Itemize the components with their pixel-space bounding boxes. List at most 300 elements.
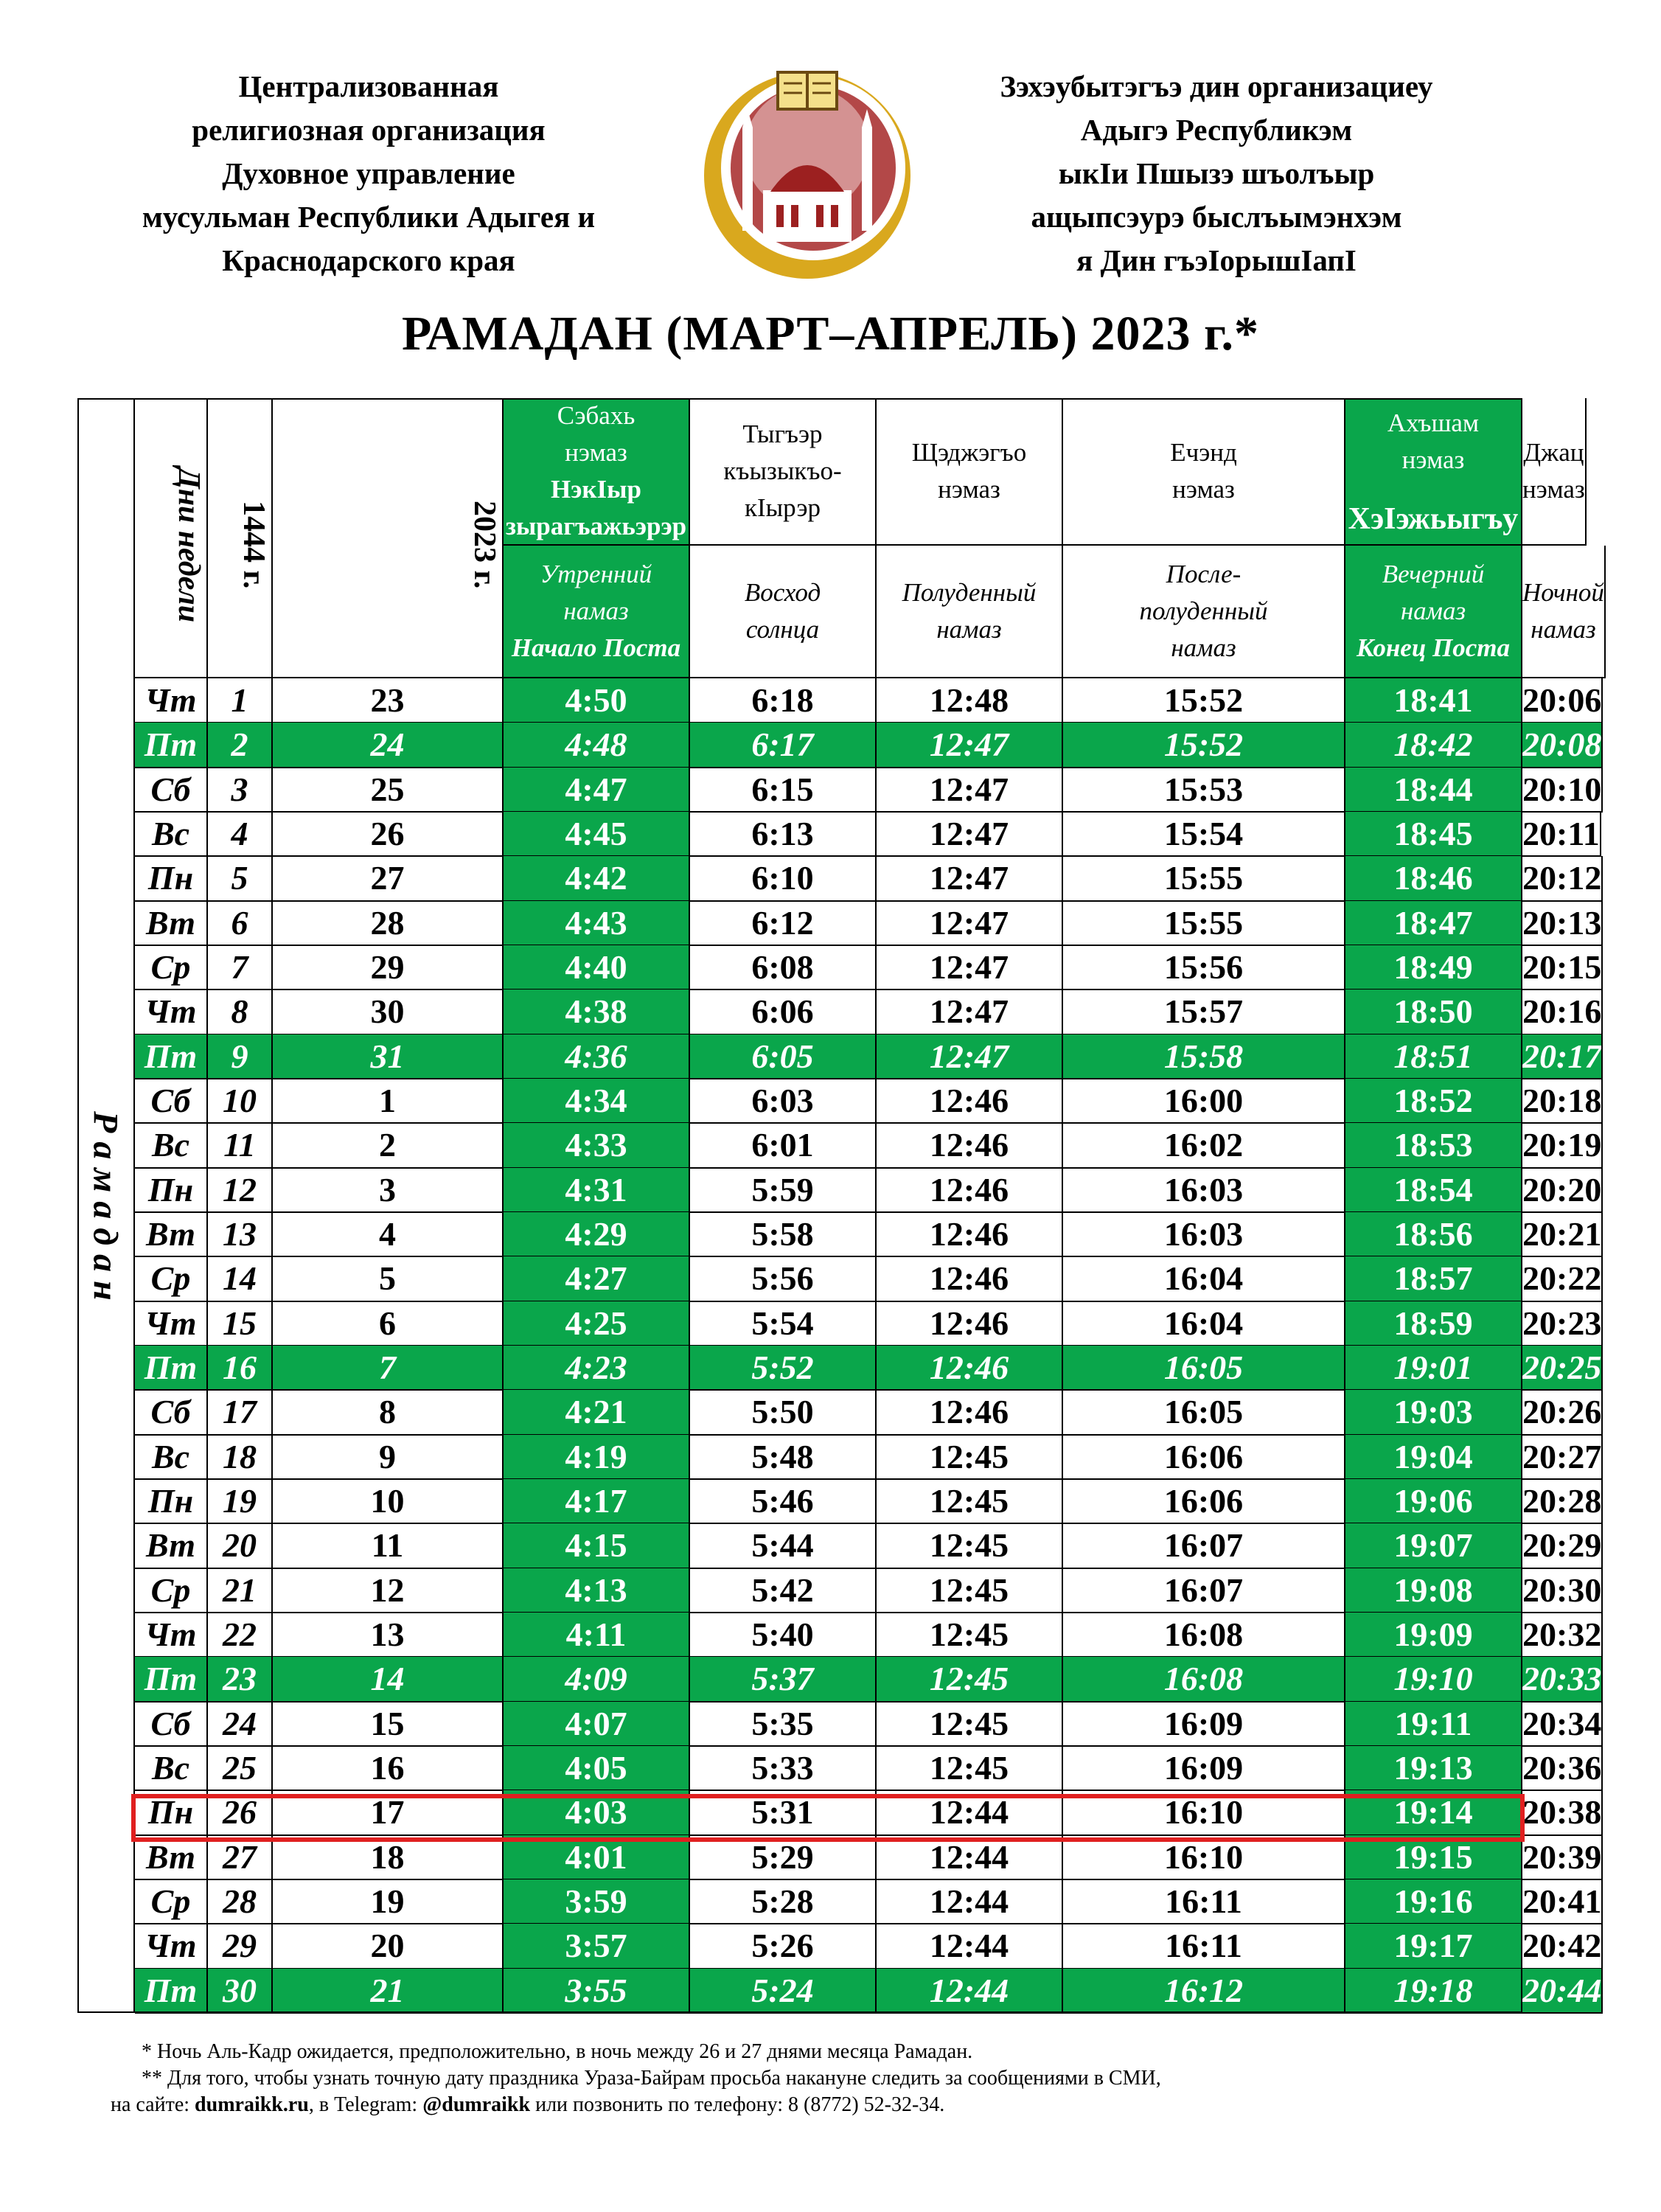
schedule-cell: Чт [135,1613,208,1658]
prayer-header-top-1 [690,398,877,546]
schedule-cell: Вт [135,1523,208,1568]
schedule-cell: 6:03 [690,1079,877,1124]
schedule-cell: 6:01 [690,1123,877,1168]
header-line: Тыгъэр [742,420,823,448]
schedule-cell: Чт [135,1301,208,1346]
mosque-logo [697,58,918,286]
schedule-cell: 16:03 [1063,1212,1345,1257]
schedule-cell: 21 [273,1969,504,2014]
schedule-cell: 12:44 [877,1969,1063,2014]
schedule-cell: 6:10 [690,856,877,901]
schedule-cell: 18:41 [1345,678,1522,723]
schedule-cell: 4:50 [504,678,690,723]
schedule-cell: 4:34 [504,1079,690,1124]
schedule-cell: Вс [135,1746,208,1791]
header-right [922,65,1511,282]
schedule-cell: 5:56 [690,1256,877,1301]
schedule-cell: 4:45 [504,812,690,857]
schedule-cell: 4 [208,812,273,857]
header-line: нэмаз [1401,445,1465,474]
schedule-cell: 20:17 [1522,1034,1603,1079]
header-line: солнца [745,615,820,644]
schedule-cell: Ср [135,1568,208,1613]
schedule-cell: 15:57 [1063,990,1345,1034]
schedule-cell: 15 [208,1301,273,1346]
schedule-cell: 23 [273,678,504,723]
header-line: НэкIыр [551,475,641,504]
schedule-cell: 12:47 [877,723,1063,768]
schedule-cell: Пт [135,1346,208,1391]
schedule-cell: 27 [208,1835,273,1880]
schedule-cell: 19:16 [1345,1879,1522,1924]
schedule-cell: 12:44 [877,1879,1063,1924]
schedule-cell: 13 [208,1212,273,1257]
header-right-line: ыкIи Пшызэ шъолъыр [1058,156,1375,190]
schedule-cell: 20:42 [1522,1924,1603,1969]
schedule-cell: 12:44 [877,1790,1063,1835]
schedule-cell: 6 [273,1301,504,1346]
schedule-cell: 5:29 [690,1835,877,1880]
header-line: Начало Поста [511,633,681,662]
schedule-cell: 3:57 [504,1924,690,1969]
schedule-cell: 17 [273,1790,504,1835]
schedule-cell: 4:13 [504,1568,690,1613]
schedule-cell: Ср [135,1879,208,1924]
schedule-cell: 18:53 [1345,1123,1522,1168]
schedule-cell: 5:50 [690,1390,877,1435]
schedule-cell: 5:46 [690,1479,877,1524]
schedule-cell: 19:04 [1345,1435,1522,1480]
schedule-cell: 11 [208,1123,273,1168]
schedule-cell: 4:48 [504,723,690,768]
schedule-cell: Сб [135,1079,208,1124]
schedule-cell: 18:44 [1345,768,1522,813]
schedule-cell: 19 [273,1879,504,1924]
schedule-cell: 12:44 [877,1924,1063,1969]
schedule-cell: 5:48 [690,1435,877,1480]
schedule-cell: Пн [135,1168,208,1213]
schedule-cell: 6:15 [690,768,877,813]
schedule-cell: 5:42 [690,1568,877,1613]
schedule-cell: 16:06 [1063,1479,1345,1524]
schedule-cell: Ср [135,945,208,990]
header-left-line: мусульман Республики Адыгея и [142,200,596,234]
schedule-cell: 4:38 [504,990,690,1034]
telegram-link[interactable]: @dumraikk [422,2093,531,2116]
schedule-cell: 20:11 [1522,812,1601,857]
schedule-cell: 19:09 [1345,1613,1522,1658]
schedule-cell: 6:13 [690,812,877,857]
schedule-cell: 6 [208,901,273,946]
schedule-cell: 4 [273,1212,504,1257]
schedule-cell: 20:44 [1522,1969,1603,2014]
schedule-cell: 12:44 [877,1835,1063,1880]
header-right-line: ащыпсэурэ быслъымэнхэм [1031,200,1402,234]
schedule-cell: 15 [273,1702,504,1747]
schedule-cell: Вт [135,901,208,946]
header-left [74,65,664,282]
header-line: нэмаз [565,438,627,467]
schedule-cell: 16:11 [1063,1924,1345,1969]
schedule-cell: 12 [273,1568,504,1613]
schedule-cell: Вт [135,1212,208,1257]
schedule-cell: 29 [273,945,504,990]
schedule-cell: 16:04 [1063,1256,1345,1301]
schedule-cell: 27 [273,856,504,901]
schedule-cell: 19:08 [1345,1568,1522,1613]
schedule-cell: 5:24 [690,1969,877,2014]
schedule-cell: 16:06 [1063,1435,1345,1480]
schedule-cell: Вт [135,1835,208,1880]
schedule-cell: 3 [273,1168,504,1213]
schedule-cell: 15:55 [1063,856,1345,901]
schedule-cell: 12:45 [877,1568,1063,1613]
schedule-cell: 12:46 [877,1079,1063,1124]
schedule-cell: 19 [208,1479,273,1524]
schedule-cell: 12:45 [877,1435,1063,1480]
schedule-cell: 16:10 [1063,1790,1345,1835]
schedule-cell: 15:53 [1063,768,1345,813]
footnote-3-suffix: или позвонить по телефону: 8 (8772) 52-32-34. [530,2093,945,2116]
footnote-1: * Ночь Аль-Кадр ожидается, предположительно, в ночь между 26 и 27 днями месяца Рамадан. [142,2040,973,2063]
header-line: кIырэр [744,493,821,522]
schedule-cell: 6:06 [690,990,877,1034]
schedule-cell: 16:07 [1063,1523,1345,1568]
schedule-cell: 16:02 [1063,1123,1345,1168]
schedule-cell: 20:06 [1522,678,1603,723]
schedule-cell: 5:33 [690,1746,877,1791]
schedule-cell: 18:57 [1345,1256,1522,1301]
schedule-cell: 16:07 [1063,1568,1345,1613]
header-line: къызыкъо- [723,456,842,485]
header-right-line: Адыгэ Республикэм [1080,113,1353,147]
header-line: Вечерний [1382,560,1485,588]
prayer-header-bottom-0 [504,546,690,678]
schedule-cell: 5:44 [690,1523,877,1568]
schedule-cell: 20:33 [1522,1657,1603,1702]
schedule-cell: 18:59 [1345,1301,1522,1346]
schedule-cell: 20 [208,1523,273,1568]
schedule-cell: 4:31 [504,1168,690,1213]
schedule-cell: 12:46 [877,1346,1063,1391]
schedule-cell: 20:28 [1522,1479,1603,1524]
prayer-header-bottom-4 [1345,546,1522,678]
footnote-3-mid: , в Telegram: [308,2093,423,2116]
schedule-cell: 14 [273,1657,504,1702]
schedule-cell: 2 [208,723,273,768]
footnote-3 [111,2092,1161,2118]
header-line: Ахъшам [1387,408,1480,437]
schedule-cell: 20:08 [1522,723,1603,768]
schedule-cell: 4:42 [504,856,690,901]
schedule-cell: Пн [135,1479,208,1524]
schedule-cell: 4:23 [504,1346,690,1391]
header-line: После- [1166,560,1242,588]
schedule-cell: 12:46 [877,1168,1063,1213]
schedule-cell: 3:55 [504,1969,690,2014]
schedule-cell: 20:30 [1522,1568,1603,1613]
prayer-header-top-4 [1345,398,1522,546]
schedule-cell: 19:01 [1345,1346,1522,1391]
schedule-cell: 16:05 [1063,1346,1345,1391]
schedule-cell: 5:26 [690,1924,877,1969]
header-line: Ночной [1522,578,1604,607]
schedule-cell: 7 [208,945,273,990]
schedule-cell: 12:47 [877,990,1063,1034]
schedule-cell: 3:59 [504,1879,690,1924]
schedule-cell: 16:08 [1063,1657,1345,1702]
schedule-cell: 21 [208,1568,273,1613]
schedule-cell: 20:21 [1522,1212,1603,1257]
schedule-cell: 12:45 [877,1479,1063,1524]
header-line: Полуденный [902,578,1037,607]
schedule-cell: 29 [208,1924,273,1969]
schedule-cell: 15:52 [1063,723,1345,768]
schedule-cell: 19:15 [1345,1835,1522,1880]
header-line: ХэIэжьыгъу [1348,502,1519,536]
schedule-cell: 5:37 [690,1657,877,1702]
schedule-cell: 4:33 [504,1123,690,1168]
schedule-cell: 20:18 [1522,1079,1603,1124]
schedule-cell: 12:46 [877,1212,1063,1257]
schedule-cell: 12:47 [877,901,1063,946]
schedule-cell: 4:21 [504,1390,690,1435]
schedule-cell: 25 [208,1746,273,1791]
schedule-cell: 9 [273,1435,504,1480]
schedule-cell: 16:09 [1063,1746,1345,1791]
header-line: Восход [744,578,821,607]
prayer-header-bottom-5 [1522,546,1606,678]
header-line: Джац [1523,438,1584,467]
schedule-cell: Сб [135,1390,208,1435]
schedule-cell: 19:18 [1345,1969,1522,2014]
schedule-cell: 10 [208,1079,273,1124]
schedule-cell: 20:12 [1522,856,1603,901]
schedule-cell: 12:45 [877,1657,1063,1702]
site-link[interactable]: dumraikk.ru [195,2093,309,2116]
header-left-line: Духовное управление [222,156,515,190]
schedule-cell: 30 [208,1969,273,2014]
greg-column-header: 2023 г. [273,398,504,678]
weekday-column-header: Дни недели [135,398,208,678]
hijri-column-header: 1444 г. [208,398,273,678]
schedule-cell: 4:36 [504,1034,690,1079]
schedule-cell: 12:47 [877,1034,1063,1079]
schedule-cell: 12:47 [877,812,1063,857]
schedule-cell: 15:52 [1063,678,1345,723]
schedule-cell: 4:09 [504,1657,690,1702]
header-line: намаз [936,615,1002,644]
schedule-cell: 28 [273,901,504,946]
schedule-cell: 20:13 [1522,901,1603,946]
schedule-cell: Пн [135,1790,208,1835]
header-left-line: Централизованная [238,69,499,103]
schedule-cell: 1 [208,678,273,723]
header-line: полуденный [1139,597,1268,625]
prayer-header-top-3 [1063,398,1345,546]
header-line: нэмаз [1172,475,1235,504]
schedule-cell: 12:47 [877,768,1063,813]
prayer-header-bottom-1 [690,546,877,678]
prayer-header-top-2 [877,398,1063,546]
schedule-cell: 20:32 [1522,1613,1603,1658]
header-right-line: я Дин гъэIорышIапI [1076,243,1357,277]
schedule-cell: Вс [135,1435,208,1480]
schedule-cell: 5:28 [690,1879,877,1924]
schedule-cell: 5:54 [690,1301,877,1346]
schedule-cell: Ср [135,1256,208,1301]
schedule-cell: 18:52 [1345,1079,1522,1124]
schedule-cell: 18:50 [1345,990,1522,1034]
schedule-cell: 16:08 [1063,1613,1345,1658]
schedule-cell: 20:38 [1522,1790,1603,1835]
schedule-cell: 3 [208,768,273,813]
prayer-header-top-0 [504,398,690,546]
schedule-cell: 15:58 [1063,1034,1345,1079]
schedule-cell: Вс [135,812,208,857]
schedule-cell: 12:45 [877,1613,1063,1658]
prayer-header-top-5 [1522,398,1587,546]
schedule-cell: 15:56 [1063,945,1345,990]
schedule-cell: 4:01 [504,1835,690,1880]
schedule-cell: 18:51 [1345,1034,1522,1079]
schedule-cell: Пт [135,1969,208,2014]
schedule-cell: 5:58 [690,1212,877,1257]
schedule-cell: 5:31 [690,1790,877,1835]
header-left-line: религиозная организация [192,113,546,147]
schedule-cell: 5 [208,856,273,901]
schedule-cell: 26 [273,812,504,857]
schedule-cell: 4:47 [504,768,690,813]
schedule-cell: 1 [273,1079,504,1124]
schedule-cell: Пн [135,856,208,901]
schedule-cell: 20:29 [1522,1523,1603,1568]
schedule-cell: 4:03 [504,1790,690,1835]
schedule-cell: 4:15 [504,1523,690,1568]
schedule-cell: 20:41 [1522,1879,1603,1924]
schedule-cell: 19:03 [1345,1390,1522,1435]
schedule-cell: 16:03 [1063,1168,1345,1213]
header-right-line: Зэхэубытэгъэ дин организациеу [1000,69,1433,103]
prayer-header-bottom-3 [1063,546,1345,678]
schedule-cell: 30 [273,990,504,1034]
schedule-cell: 24 [273,723,504,768]
schedule-cell: Чт [135,1924,208,1969]
header-line: зырагъажьэрэр [505,512,687,540]
header-line: нэмаз [1522,475,1585,504]
schedule-cell: 16:11 [1063,1879,1345,1924]
schedule-cell: 4:27 [504,1256,690,1301]
schedule-cell: 4:17 [504,1479,690,1524]
header-line: Щэджэгъо [911,438,1027,467]
schedule-cell: 12:46 [877,1390,1063,1435]
schedule-cell: 18:42 [1345,723,1522,768]
schedule-cell: Чт [135,990,208,1034]
schedule-cell: Пт [135,1657,208,1702]
schedule-cell: 4:29 [504,1212,690,1257]
header-line: Сэбахь [557,401,636,430]
schedule-cell: 2 [273,1123,504,1168]
schedule-cell: 20:15 [1522,945,1603,990]
schedule-cell: 20:26 [1522,1390,1603,1435]
schedule-cell: 10 [273,1479,504,1524]
header-line: намаз [1400,597,1466,625]
schedule-cell: 12:47 [877,945,1063,990]
schedule-cell: 5 [273,1256,504,1301]
schedule-cell: 4:40 [504,945,690,990]
schedule-cell: 12:47 [877,856,1063,901]
schedule-cell: 19:10 [1345,1657,1522,1702]
header-line: нэмаз [938,475,1000,504]
schedule-cell: 19:11 [1345,1702,1522,1747]
schedule-cell: 19:06 [1345,1479,1522,1524]
schedule-cell: Пт [135,1034,208,1079]
schedule-cell: 19:17 [1345,1924,1522,1969]
schedule-cell: 12:46 [877,1123,1063,1168]
schedule-cell: 6:08 [690,945,877,990]
footnote-2: ** Для того, чтобы узнать точную дату праздника Ураза-Байрам просьба накануне следить за сообщениями в СМИ, [142,2067,1161,2090]
schedule-cell: 6:18 [690,678,877,723]
page-title: РАМАДАН (МАРТ–АПРЕЛЬ) 2023 г.* [401,307,1260,361]
schedule-cell: 20 [273,1924,504,1969]
schedule-cell: 18:46 [1345,856,1522,901]
schedule-cell: 8 [208,990,273,1034]
schedule-cell: 20:25 [1522,1346,1603,1391]
schedule-cell: 18 [273,1835,504,1880]
schedule-cell: 6:05 [690,1034,877,1079]
schedule-cell: 19:07 [1345,1523,1522,1568]
header-line: Утренний [540,560,652,588]
schedule-cell: 18:49 [1345,945,1522,990]
header-line: намаз [1531,615,1596,644]
schedule-cell: 12:46 [877,1301,1063,1346]
schedule-cell: 5:59 [690,1168,877,1213]
schedule-cell: 18:54 [1345,1168,1522,1213]
schedule-cell: 20:39 [1522,1835,1603,1880]
schedule-cell: 18:45 [1345,812,1522,857]
schedule-cell: 12:45 [877,1523,1063,1568]
schedule-cell: 4:43 [504,901,690,946]
schedule-cell: 24 [208,1702,273,1747]
schedule-cell: 4:25 [504,1301,690,1346]
prayer-schedule-table [77,398,1604,2013]
header-line: намаз [1171,633,1236,662]
schedule-cell: 15:55 [1063,901,1345,946]
schedule-cell: 16:10 [1063,1835,1345,1880]
schedule-cell: 12:45 [877,1746,1063,1791]
schedule-cell: 15:54 [1063,812,1345,857]
schedule-cell: 20:22 [1522,1256,1603,1301]
schedule-cell: 4:05 [504,1746,690,1791]
schedule-cell: 20:34 [1522,1702,1603,1747]
schedule-cell: Пт [135,723,208,768]
schedule-cell: 20:27 [1522,1435,1603,1480]
schedule-cell: 14 [208,1256,273,1301]
schedule-cell: 12:48 [877,678,1063,723]
schedule-cell: 12:46 [877,1256,1063,1301]
schedule-cell: 11 [273,1523,504,1568]
schedule-cell: Сб [135,768,208,813]
footer-notes [111,2039,1161,2118]
schedule-cell: 25 [273,768,504,813]
schedule-cell: 20:23 [1522,1301,1603,1346]
header-line: намаз [563,597,629,625]
schedule-cell: 26 [208,1790,273,1835]
schedule-cell: 20:36 [1522,1746,1603,1791]
schedule-cell: 16 [208,1346,273,1391]
schedule-cell: 17 [208,1390,273,1435]
schedule-cell: 22 [208,1613,273,1658]
